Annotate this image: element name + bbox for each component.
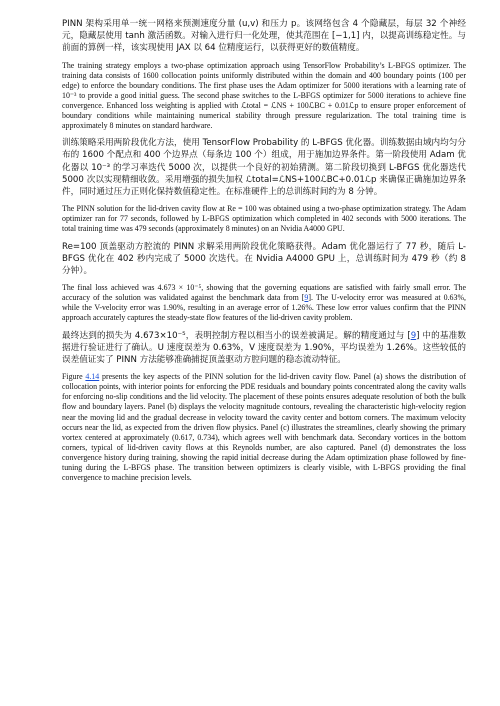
figure-text-2: presents the key aspects of the PINN solution for the lid-driven cavity flow. Panel (a) shows the distribution of collocation points, with interior points for enforcing the PDE residuals and boundary points concentrated along the cavity walls for enforcing no-slip conditions and the lid velocity. The placement of these points ensures adequate resolution of both the bulk flow and boundary layers. Panel (b) displays the velocity magnitude contours, revealing the characteristic high-velocity region near the moving lid and the gradual decrease in velocity toward the cavity center and bottom corners. The maximum velocity occurs near the lid, as expected from the driven flow physics. Panel (c) illustrates the streamlines, clearly showing the primary vortex centered at approximately (0.617, 0.734), which agrees well with benchmark data. Secondary vortices in the bottom corners, typical of lid-driven cavity flows at this Reynolds number, are also captured. Panel (d) demonstrates the loss convergence history during training, showing the rapid initial decrease during the Adam optimization phase followed by fine-tuning during the L-BFGS phase. The transition between optimizers is clearly visible, with L-BFGS providing the final convergence to machine precision levels. xyxy=(62,372,466,483)
paragraph-training-strategy-zh: 训练策略采用两阶段优化方法，使用 TensorFlow Probability 的 L-BFGS 优化器。训练数据由域内均匀分布的 1600 个配点和 400 个边界点（每条边 100 个）组成，用于施加边界条件。第一阶段使用 Adam 优化器以 10⁻³ 的学习率迭代 5000 次，以提供一个良好的初始猜测。第二阶段切换到 L-BFGS 优化器迭代 5000 次以实现精细收敛。采用增强的损失加权 ℒtotal=ℒNS+100ℒBC+0.01ℒp 来确保正确施加边界条件，同时通过压力正则化保持数值稳定性。在标准硬件上的总训练时间约为 8 分钟。 xyxy=(62,138,466,198)
paragraph-architecture-zh: PINN 架构采用单一统一网格来预测速度分量 (u,v) 和压力 p。该网络包含 4 个隐藏层，每层 32 个神经元，隐藏层使用 tanh 激活函数。对输入进行归一化处理，使其范围在 [−1,1] 内，以提高训练稳定性。与前面的算例一样，该实现使用 JAX 以 64 位精度运行，以获得更好的数值精度。 xyxy=(62,19,466,54)
figure-link-4-14[interactable]: 4.14 xyxy=(85,372,100,382)
accuracy-en-text-1: The final loss achieved was 4.673 × 10⁻⁵, showing that the governing equations are satisfied with fairly small error. The accuracy of the solution was validated against the benchmark data from [ xyxy=(62,283,466,303)
accuracy-en-text-2: ]. The U-velocity error was measured at 0.63%, while the V-velocity error was 1.90%, resulting in an average error of 1.26%. These low error values confirm that the PINN approach accurately captures the steady-state flow features of the lid-driven cavity problem. xyxy=(62,293,466,323)
citation-link-9-zh[interactable]: 9 xyxy=(410,330,417,341)
citation-link-9[interactable]: 9 xyxy=(304,293,309,303)
paragraph-results-zh: Re=100 顶盖驱动方腔流的 PINN 求解采用两阶段优化策略获得。Adam 优化器运行了 77 秒，随后 L-BFGS 优化在 402 秒内完成了 5000 次迭代。在 Nvidia A4000 GPU 上，总训练时间为 479 秒（约 8 分钟）。 xyxy=(62,241,466,276)
accuracy-zh-text-2: ] 中的基准数据进行验证进行了确认。U 速度误差为 0.63%，V 速度误差为 1.90%，平均误差为 1.26%。这些较低的误差值证实了 PINN 方法能够准确捕捉顶盖驱动方腔问题的稳态流动特征。 xyxy=(62,330,466,365)
paragraph-training-strategy-en: The training strategy employs a two-phase optimization approach using TensorFlow Probability’s L-BFGS optimizer. The training data consists of 1600 collocation points uniformly distributed within the domain and 400 boundary points (100 per edge) to enforce the boundary conditions. The first phase uses the Adam optimizer for 5000 iterations with a learning rate of 10⁻³ to provide a good initial guess. The second phase switches to the L-BFGS optimizer for 5000 iterations to achieve fine convergence. Enhanced loss weighting is applied with ℒtotal = ℒNS + 100ℒBC + 0.01ℒp to ensure proper enforcement of boundary conditions while maintaining numerical stability through pressure regularization. The total training time is approximately 8 minutes on standard hardware. xyxy=(62,60,466,131)
paragraph-accuracy-zh xyxy=(62,330,466,367)
accuracy-zh-text-1: 最终达到的损失为 4.673×10⁻⁵，表明控制方程以相当小的误差被满足。解的精度通过与 [ xyxy=(62,330,411,341)
paragraph-results-en: The PINN solution for the lid-driven cavity flow at Re = 100 was obtained using a two-phase optimization strategy. The Adam optimizer ran for 77 seconds, followed by L-BFGS optimization which completed in 402 seconds with 5000 iterations. The total training time was 479 seconds (approximately 8 minutes) on an Nvidia A4000 GPU. xyxy=(62,204,466,234)
paragraph-accuracy-en xyxy=(62,283,466,323)
figure-text-1: Figure xyxy=(62,372,86,382)
paragraph-figure-description-en xyxy=(62,372,466,483)
